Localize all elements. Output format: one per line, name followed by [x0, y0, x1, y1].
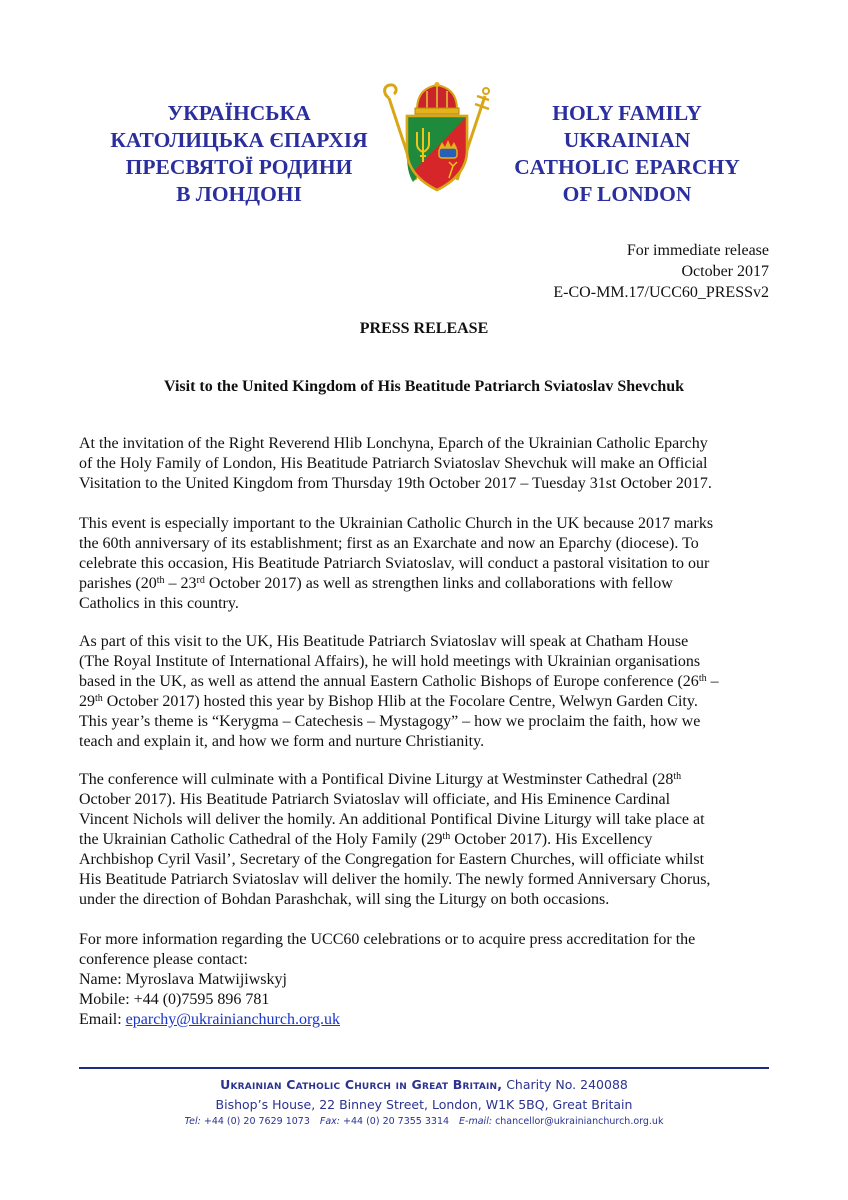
press-release-heading: PRESS RELEASE [359, 320, 489, 337]
release-type: For immediate release [626, 242, 769, 259]
contact-block [79, 930, 769, 1030]
footer-email-label: E-mail: [459, 1116, 493, 1127]
title-en-line: HOLY FAMILY [552, 101, 702, 125]
text-line: celebrate this occasion, His Beatitude Patriarch Sviatoslav, will conduct a pastoral visitation to our [79, 555, 710, 572]
contact-name: Name: Myroslava Matwijiwskyj [79, 971, 287, 988]
footer-email[interactable]: chancellor@ukrainianchurch.org.uk [492, 1116, 664, 1127]
text-line: Archbishop Cyril Vasil’, Secretary of the Congregation for Eastern Churches, will officiate whilst [79, 851, 705, 868]
eparchy-title-ukrainian [89, 100, 389, 208]
text-run: – 23 [164, 575, 197, 592]
ordinal-suffix: th [698, 673, 707, 684]
footer-tel: +44 (0) 20 7629 1073 [200, 1116, 310, 1127]
footer-charity: Charity No. 240088 [502, 1077, 628, 1092]
crown-icon [415, 82, 459, 114]
ordinal-suffix: rd [196, 575, 205, 586]
text-line [79, 672, 769, 692]
text-line: (The Royal Institute of International Affairs), he will hold meetings with Ukrainian organisations [79, 653, 701, 670]
contact-email-link[interactable]: eparchy@ukrainianchurch.org.uk [125, 1011, 341, 1028]
text-run: the Ukrainian Catholic Cathedral of the Holy Family (29 [79, 831, 443, 848]
text-line: the 60th anniversary of its establishment; first as an Exarchate and now an Eparchy (diocese). To [79, 535, 699, 552]
title-en-line: OF LONDON [562, 182, 692, 206]
text-line [79, 830, 769, 850]
title-ua-line: В ЛОНДОНІ [176, 182, 302, 206]
text-run: October 2017) as well as strengthen links and collaborations with fellow [204, 575, 673, 592]
paragraph-invitation [79, 434, 769, 494]
text-run: The conference will culminate with a Pontifical Divine Liturgy at Westminster Cathedral (28 [79, 771, 674, 788]
text-line: As part of this visit to the UK, His Beatitude Patriarch Sviatoslav will speak at Chatham House [79, 633, 689, 650]
contact-intro: conference please contact: [79, 951, 248, 968]
paragraph-liturgy [79, 770, 769, 910]
paragraph-anniversary [79, 514, 769, 614]
text-line: Visitation to the United Kingdom from Thursday 19th October 2017 – Tuesday 31st October 2017. [79, 475, 712, 492]
paragraph-visit-program [79, 632, 769, 752]
text-line: This year’s theme is “Kerygma – Catechesis – Mystagogy” – how we proclaim the faith, how we [79, 713, 701, 730]
eparchy-title-english [477, 100, 777, 208]
title-ua-line: УКРАЇНСЬКА [167, 101, 311, 125]
text-line: Catholics in this country. [79, 595, 239, 612]
release-reference: E-CO-MM.17/UCC60_PRESSv2 [553, 284, 769, 301]
eparchy-coat-of-arms-icon [383, 82, 491, 194]
ordinal-suffix: th [156, 575, 165, 586]
text-run: based in the UK, as well as attend the annual Eastern Catholic Bishops of Europe conference (26 [79, 673, 699, 690]
text-run: 29 [79, 693, 95, 710]
text-line: Vincent Nichols will deliver the homily. An additional Pontifical Divine Liturgy will take place at [79, 811, 705, 828]
contact-email-label: Email: [79, 1011, 126, 1028]
footer-divider [79, 1067, 769, 1069]
ordinal-suffix: th [95, 693, 103, 704]
footer-address: Bishop’s House, 22 Binney Street, London, W1K 5BQ, Great Britain [215, 1097, 633, 1112]
text-line: teach and explain it, and how we form and nurture Christianity. [79, 733, 485, 750]
text-line [79, 770, 769, 790]
footer-organisation [0, 1077, 848, 1092]
footer-contacts [0, 1116, 848, 1127]
title-en-line: UKRAINIAN [563, 128, 691, 152]
contact-email-line [79, 1010, 769, 1030]
footer-fax-label: Fax: [319, 1116, 340, 1127]
release-meta [553, 240, 769, 303]
release-date: October 2017 [681, 263, 769, 280]
contact-intro: For more information regarding the UCC60 celebrations or to acquire press accreditation for the [79, 931, 696, 948]
text-line: This event is especially important to the Ukrainian Catholic Church in the UK because 2017 marks [79, 515, 714, 532]
visit-title-heading: Visit to the United Kingdom of His Beatitude Patriarch Sviatoslav Shevchuk [163, 378, 685, 395]
text-line [79, 574, 769, 594]
text-run: parishes (20 [79, 575, 157, 592]
ordinal-suffix: th [442, 831, 451, 842]
text-line: under the direction of Bohdan Parashchak, will sing the Liturgy on both occasions. [79, 891, 610, 908]
footer-tel-label: Tel: [184, 1116, 201, 1127]
title-ua-line: ПРЕСВЯТОЇ РОДИНИ [125, 155, 353, 179]
ordinal-suffix: th [673, 771, 682, 782]
text-line: At the invitation of the Right Reverend Hlib Lonchyna, Eparch of the Ukrainian Catholic Eparchy [79, 435, 708, 452]
text-line: October 2017). His Beatitude Patriarch Sviatoslav will officiate, and His Eminence Cardinal [79, 791, 671, 808]
text-run: October 2017). His Excellency [450, 831, 653, 848]
title-en-line: CATHOLIC EPARCHY [514, 155, 740, 179]
text-line: of the Holy Family of London, His Beatitude Patriarch Sviatoslav Shevchuk will make an Official [79, 455, 708, 472]
contact-mobile: Mobile: +44 (0)7595 896 781 [79, 991, 270, 1008]
footer-fax: +44 (0) 20 7355 3314 [340, 1116, 450, 1127]
text-run: October 2017) hosted this year by Bishop Hlib at the Focolare Centre, Welwyn Garden City. [102, 693, 698, 710]
text-line [79, 692, 769, 712]
text-line: His Beatitude Patriarch Sviatoslav will deliver the homily. The newly formed Anniversary Chorus, [79, 871, 711, 888]
footer-org-name: Ukrainian Catholic Church in Great Britain, [220, 1077, 503, 1092]
title-ua-line: КАТОЛИЦЬКА ЄПАРХІЯ [110, 128, 368, 152]
text-run: – [706, 673, 719, 690]
